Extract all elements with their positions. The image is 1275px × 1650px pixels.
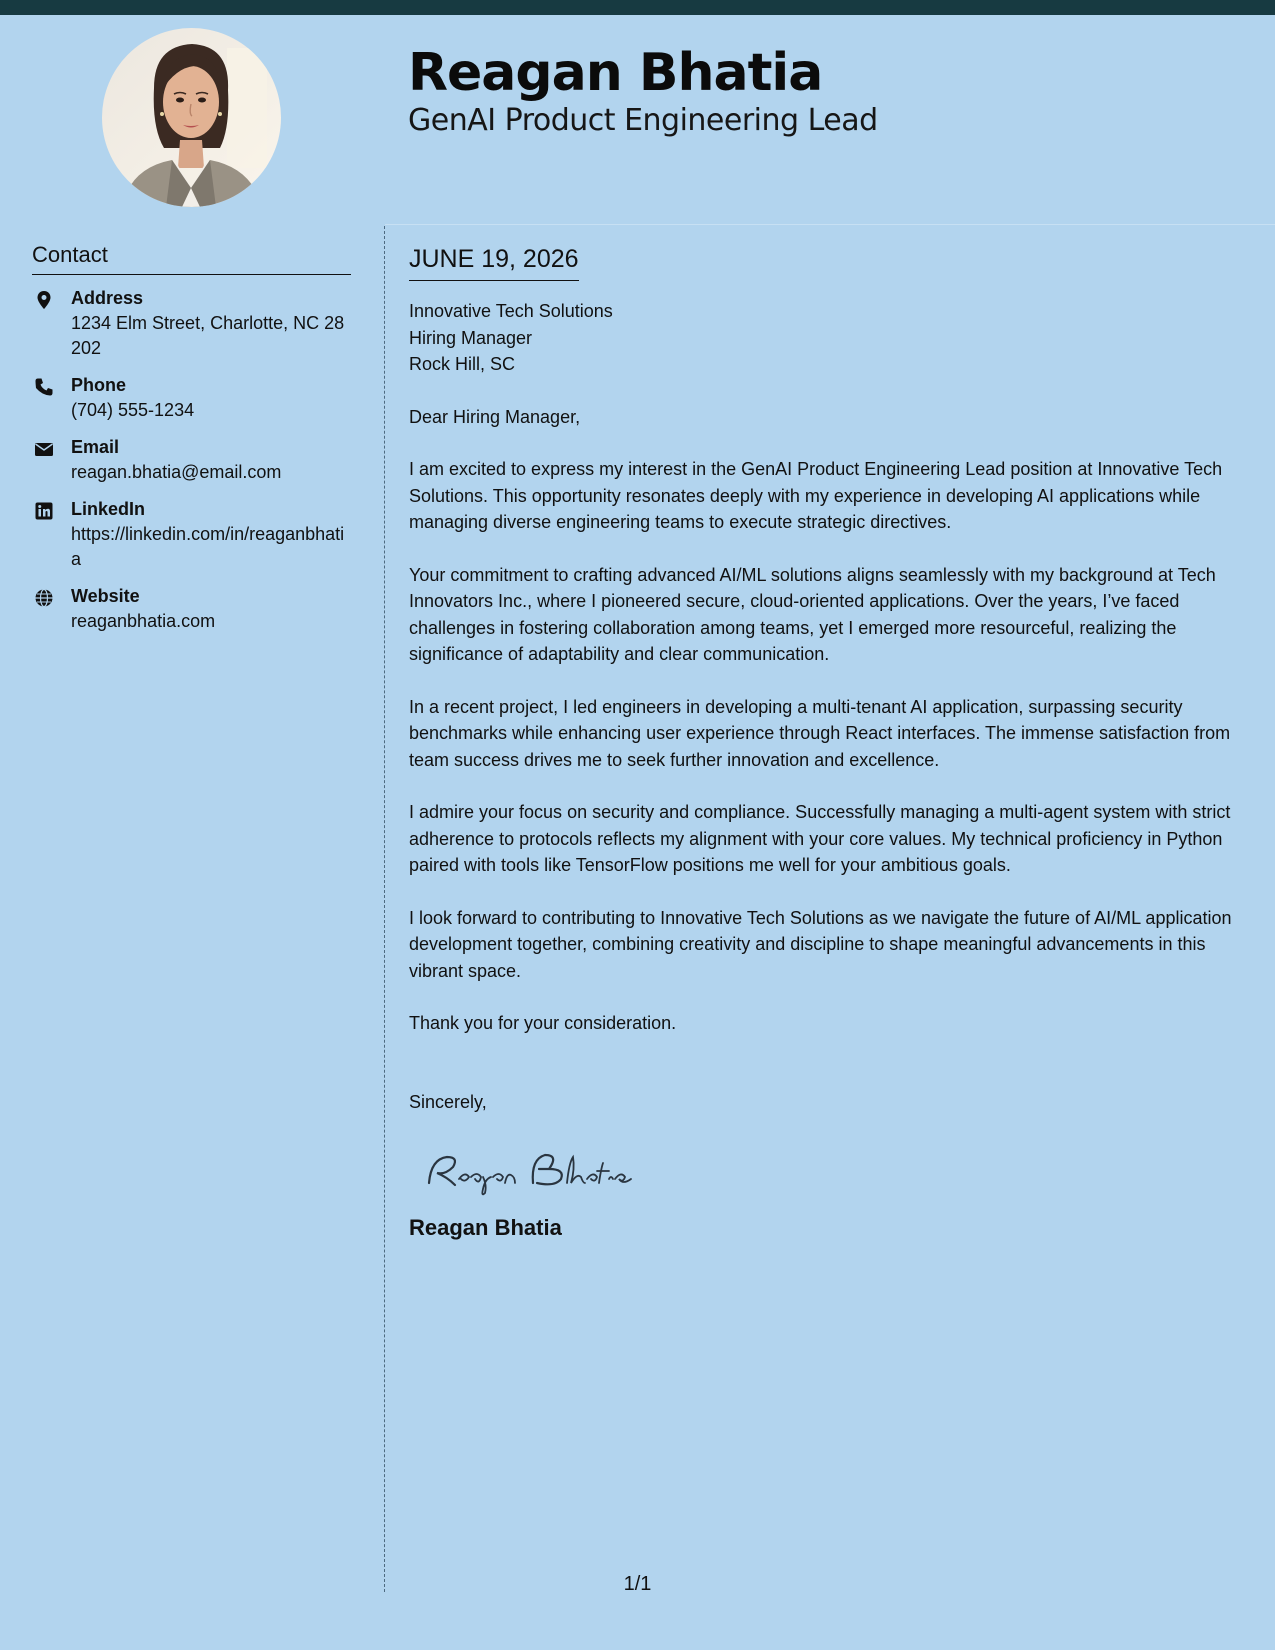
contact-item-email [32, 434, 351, 485]
contact-list [32, 285, 351, 634]
page-number: 1/1 [623, 1573, 652, 1595]
candidate-name: Reagan Bhatia [408, 43, 823, 103]
phone-icon [34, 377, 54, 397]
globe-icon [34, 588, 54, 608]
contact-item-address [32, 285, 351, 361]
handwritten-signature [425, 1139, 1254, 1199]
linkedin-icon [34, 501, 54, 521]
job-title: GenAI Product Engineering Lead [408, 103, 878, 138]
avatar-photo [102, 28, 281, 207]
signer-name: Reagan Bhatia [409, 1215, 562, 1240]
recipient-location: Rock Hill, SC [409, 354, 516, 374]
closing: Sincerely, [409, 1091, 487, 1112]
contact-label: Address [71, 288, 144, 308]
header-divider [385, 224, 1275, 225]
body-paragraph: In a recent project, I led engineers in developing a multi-tenant AI application, surpassing security benchmarks while enhancing user experience through React interfaces. The immense satisfaction from team success drives me to seek further innovation and excellence. [409, 696, 1231, 770]
cover-letter [409, 240, 1254, 1243]
linkedin-value[interactable]: https://linkedin.com/in/reaganbhatia [71, 524, 345, 569]
letter-date: JUNE 19, 2026 [409, 240, 579, 281]
recipient-company: Innovative Tech Solutions [409, 301, 613, 321]
envelope-icon [34, 439, 54, 459]
contact-heading: Contact [32, 238, 351, 275]
thank-you-line: Thank you for your consideration. [409, 1013, 677, 1033]
avatar [102, 28, 281, 207]
contact-label: Phone [71, 375, 127, 395]
contact-label: LinkedIn [71, 499, 146, 519]
website-value[interactable]: reaganbhatia.com [71, 611, 216, 631]
signature-image [425, 1139, 665, 1199]
contact-item-phone [32, 372, 351, 423]
map-pin-icon [34, 290, 54, 310]
contact-label: Website [71, 586, 140, 606]
contact-item-website [32, 583, 351, 634]
body-paragraph: Your commitment to crafting advanced AI/ML solutions aligns seamlessly with my background at Tech Innovators Inc., where I pioneered secure, cloud-oriented applications. Over the years, I’ve faced challenges in fostering collaboration among teams, yet I emerged more resourceful, realizing the significance of adaptability and clear communication. [409, 564, 1216, 664]
email-value[interactable]: reagan.bhatia@email.com [71, 462, 282, 482]
body-paragraph: I admire your focus on security and compliance. Successfully managing a multi-agent system with strict adherence to protocols reflects my alignment with your core values. My technical proficiency in Python paired with tools like TensorFlow positions me well for your ambitious goals. [409, 802, 1231, 875]
salutation: Dear Hiring Manager, [409, 406, 581, 427]
recipient-title: Hiring Manager [409, 327, 533, 348]
body-paragraph: I am excited to express my interest in the GenAI Product Engineering Lead position at Innovative Tech Solutions. This opportunity resonates deeply with my experience in developing AI applications while managing diverse engineering teams to execute strategic directives. [409, 459, 1223, 532]
body-paragraph: I look forward to contributing to Innovative Tech Solutions as we navigate the future of AI/ML application development together, combining creativity and discipline to shape meaningful advancements in this vibrant space. [409, 907, 1232, 981]
contact-sidebar [32, 238, 351, 645]
column-divider [384, 226, 385, 1592]
phone-value: (704) 555-1234 [71, 400, 195, 420]
top-accent-bar [0, 0, 1275, 15]
recipient-block [409, 298, 1254, 378]
address-value: 1234 Elm Street, Charlotte, NC 28202 [71, 313, 345, 358]
contact-label: Email [71, 437, 120, 457]
contact-item-linkedin [32, 496, 351, 572]
